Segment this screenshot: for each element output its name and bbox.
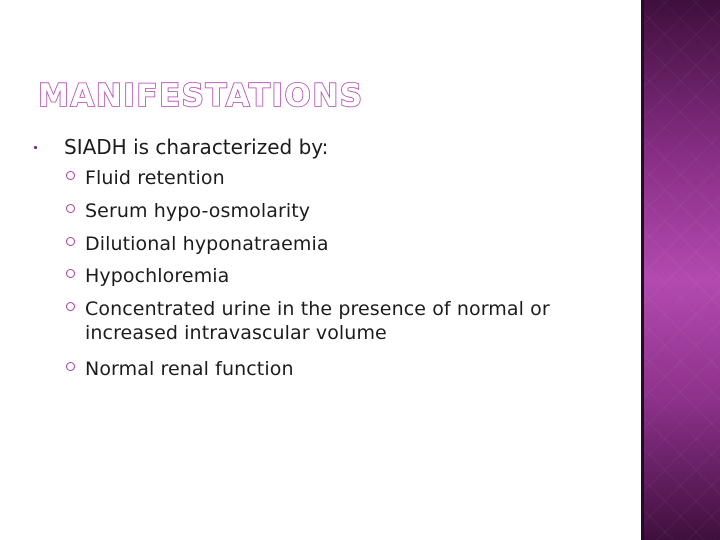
list-item xyxy=(66,264,626,288)
ring-bullet-icon xyxy=(66,204,75,213)
slide-title: MANIFESTATIONS xyxy=(38,78,364,114)
list-item xyxy=(66,166,626,190)
list-item-text: Hypochloremia xyxy=(85,265,230,287)
list-item-text: Concentrated urine in the presence of normal or increased intravascular volume xyxy=(85,298,550,344)
list-item-text: Normal renal function xyxy=(85,358,294,380)
intro-text: SIADH is characterized by: xyxy=(64,135,329,159)
ring-bullet-icon xyxy=(66,237,75,246)
ring-bullet-icon xyxy=(66,171,75,180)
side-panel-edge xyxy=(641,0,644,540)
ring-bullet-icon xyxy=(66,362,75,371)
ring-bullet-icon xyxy=(66,269,75,278)
ring-bullet-icon xyxy=(66,302,75,311)
bullet-icon xyxy=(34,146,37,149)
list-item xyxy=(66,297,626,345)
decorative-side-panel xyxy=(641,0,720,540)
list-item-text: Serum hypo-osmolarity xyxy=(85,200,311,222)
list-item-text: Fluid retention xyxy=(85,167,225,189)
list-item xyxy=(66,357,626,381)
list-item xyxy=(66,232,626,256)
list-item-text: Dilutional hyponatraemia xyxy=(85,233,329,255)
list-item xyxy=(66,199,626,223)
